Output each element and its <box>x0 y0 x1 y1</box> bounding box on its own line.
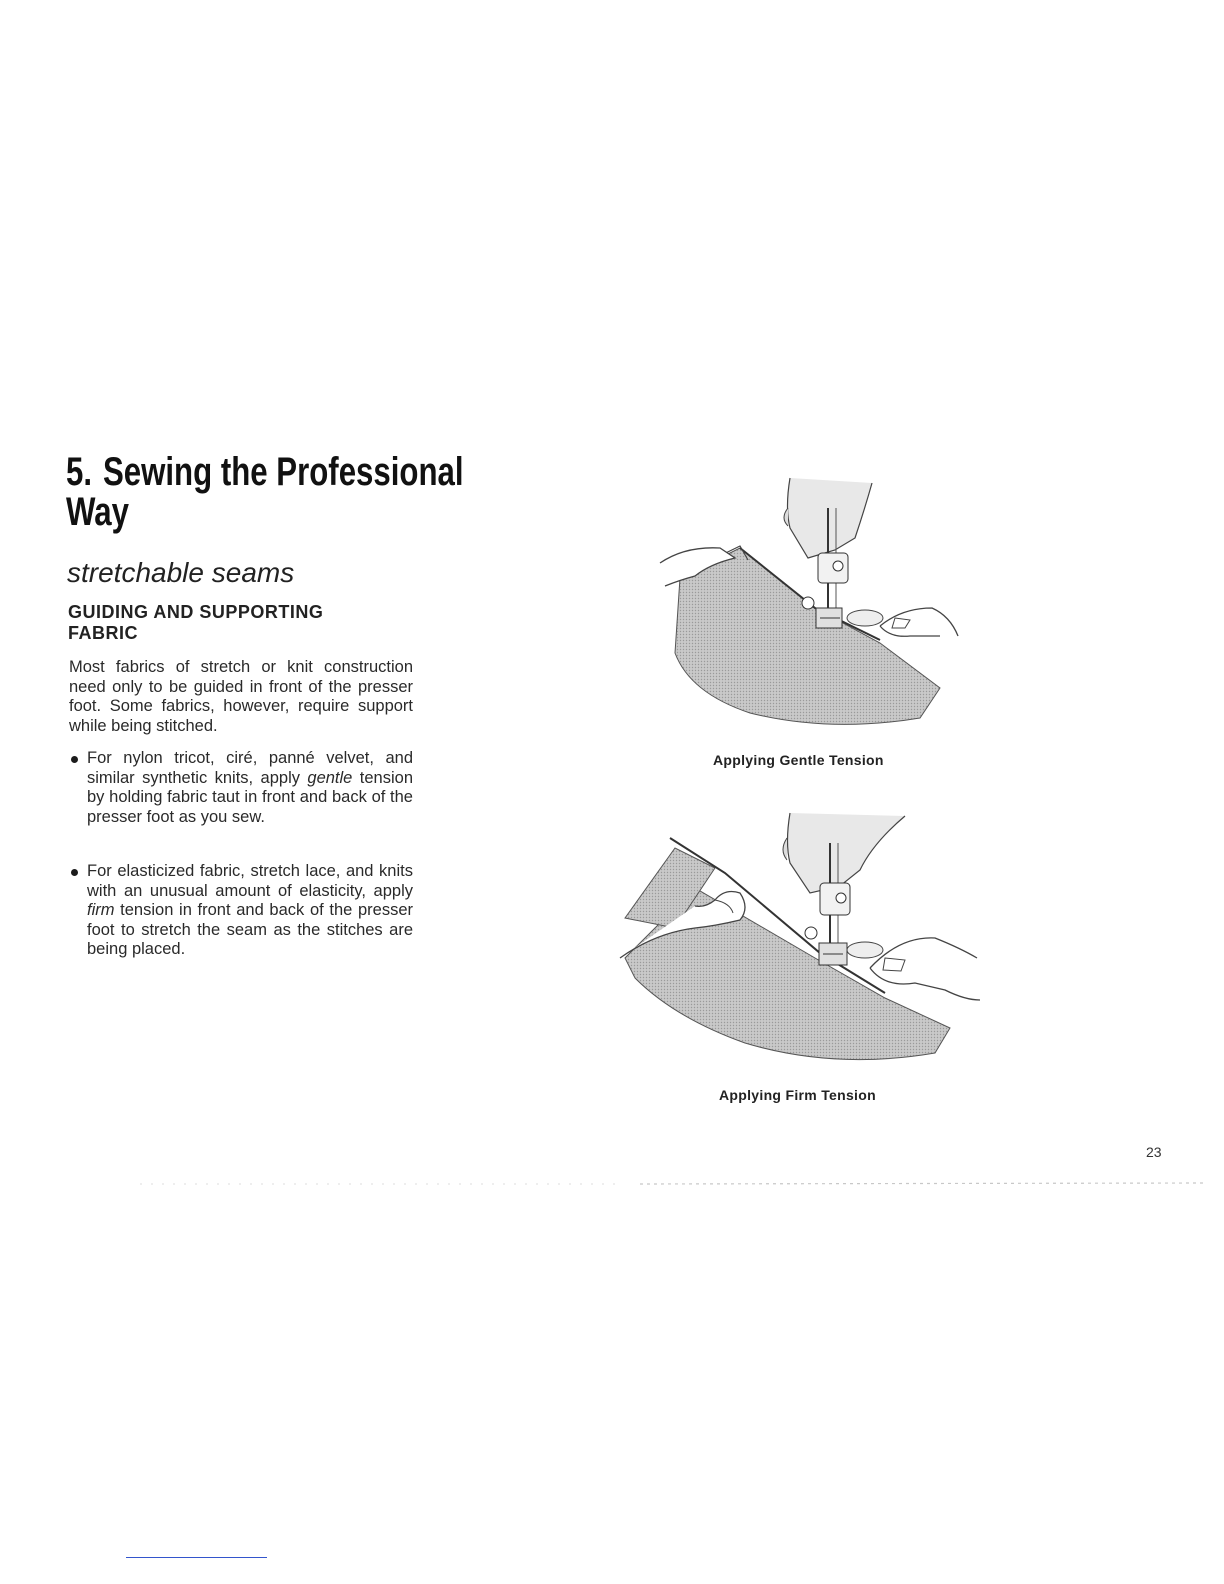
scan-artifact-line <box>20 1180 1210 1188</box>
intro-paragraph: Most fabrics of stretch or knit construction need only to be guided in front of the presser foot. Some fabrics, however, require support while being stitched. <box>69 658 413 735</box>
chapter-number: 5. <box>66 450 93 494</box>
bullet-emphasis: gentle <box>307 768 353 787</box>
chapter-title <box>66 450 464 534</box>
figure-caption-gentle: Applying Gentle Tension <box>713 752 884 768</box>
bullet-text-part: For elasticized fabric, stretch lace, and knits with an unusual amount of elasticity, apply <box>87 862 413 900</box>
chapter-title-line-2: Way <box>66 490 129 534</box>
bullet-text-part: tension in front and back of the presser foot to stretch the seam as the stitches are being placed. <box>87 901 413 958</box>
bullet-text <box>87 749 413 827</box>
bullet-emphasis: firm <box>87 901 115 919</box>
section-title: stretchable seams <box>67 557 295 588</box>
bullet-text <box>87 862 413 960</box>
sub-heading <box>68 602 388 644</box>
figure-caption-firm: Applying Firm Tension <box>719 1087 876 1103</box>
chapter-title-text: Sewing the Professional <box>102 450 464 494</box>
bullet-dot-icon <box>71 869 78 876</box>
bottom-link-line <box>126 1557 267 1558</box>
bullet-dot-icon <box>71 756 78 763</box>
sub-heading-line-1: GUIDING AND SUPPORTING <box>68 602 324 622</box>
sewing-machine-firm-tension-illustration <box>615 808 985 1074</box>
sewing-machine-gentle-tension-illustration <box>640 468 980 738</box>
sub-heading-line-2: FABRIC <box>68 623 138 643</box>
chapter-title-line-1 <box>66 450 464 494</box>
bullet-text-part: tension by holding fabric taut in front and back of the presser foot as you sew. <box>87 768 413 826</box>
page-number: 23 <box>1146 1144 1162 1160</box>
bullet-text-part: For nylon tricot, ciré, panné velvet, and similar synthetic knits, apply <box>87 749 413 787</box>
